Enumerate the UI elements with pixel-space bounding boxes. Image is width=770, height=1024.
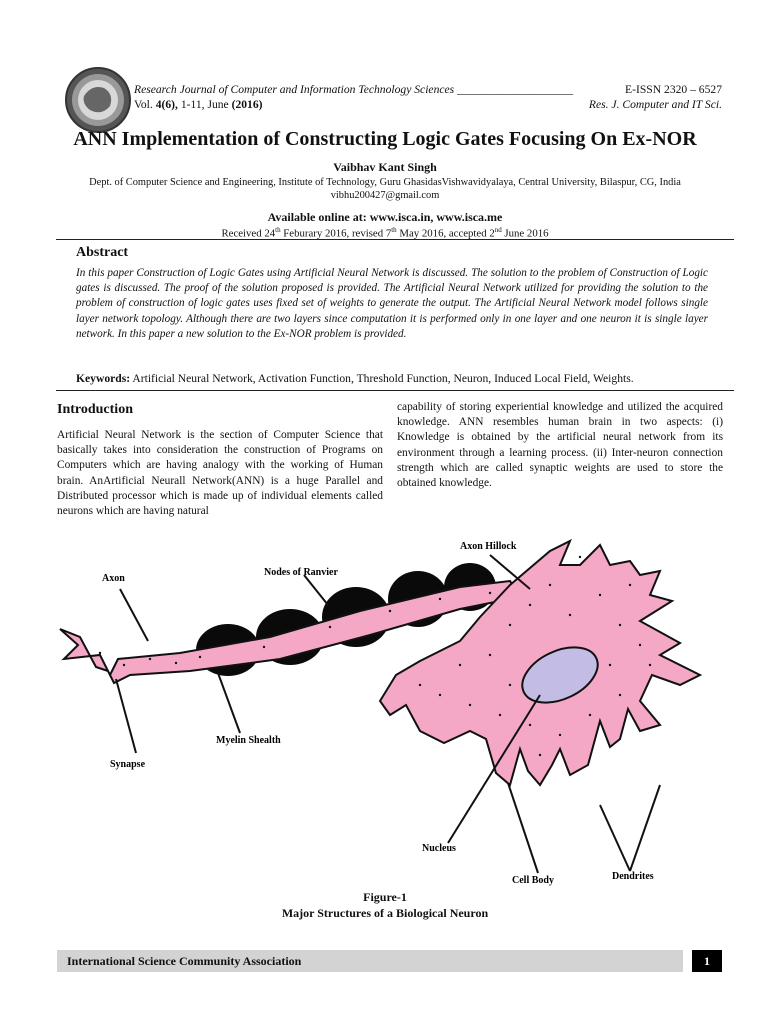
label-dendrites: Dendrites — [612, 871, 654, 882]
footer-bar — [57, 950, 683, 972]
label-axon: Axon — [102, 573, 125, 584]
footer-org: International Science Community Association — [67, 954, 302, 968]
volume-line: Vol. 4(6), 1-11, June (2016) — [134, 98, 263, 111]
keywords-text: Artificial Neural Network, Activation Function, Threshold Function, Neuron, Induced Local Field, Weights. — [130, 372, 634, 385]
label-cell-body: Cell Body — [512, 875, 554, 886]
journal-header-right — [589, 82, 722, 112]
journal-abbrev: Res. J. Computer and IT Sci. — [588, 98, 722, 111]
issn: E-ISSN 2320 – 6527 — [625, 83, 722, 96]
divider-bottom — [56, 390, 734, 391]
introduction-col2: capability of storing experiential knowledge and utilized the acquired knowledge. ANN resembles human brain in two aspects: (i) Knowledge is obtained by the artificial neural network from its environment through a learning process. (ii) Inter-neuron connection strength which are called synaptic weights are used to store the obtained knowledge. — [397, 401, 723, 490]
journal-name: Research Journal of Computer and Information Technology Sciences ____________________ — [134, 83, 574, 96]
label-synapse: Synapse — [110, 759, 146, 770]
page-number: 1 — [692, 950, 722, 972]
paper-title: ANN Implementation of Constructing Logic Gates Focusing On Ex-NOR — [73, 128, 697, 150]
label-myelin-sheath: Myelin Shealth — [216, 735, 281, 746]
label-nucleus: Nucleus — [422, 843, 456, 854]
affiliation-text: Dept. of Computer Science and Engineering, Institute of Technology, Guru GhasidasVishwavidyalaya, Central University, Bilaspur, CG, India — [89, 177, 681, 188]
available-online: Available online at: www.isca.in, www.isca.me — [267, 210, 503, 224]
divider-top — [56, 239, 734, 240]
introduction-heading: Introduction — [57, 402, 133, 417]
author-affiliation — [40, 176, 730, 202]
received-dates: Received 24th Feburary 2016, revised 7th May 2016, accepted 2nd June 2016 — [221, 226, 549, 240]
journal-header-left — [134, 82, 573, 112]
author-email[interactable]: vibhu200427@gmail.com — [330, 190, 440, 201]
abstract-heading: Abstract — [76, 245, 129, 260]
label-axon-hillock: Axon Hillock — [460, 541, 517, 552]
keywords-label: Keywords: — [76, 372, 131, 385]
label-nodes-of-ranvier: Nodes of Ranvier — [264, 567, 338, 578]
journal-logo — [64, 66, 132, 134]
figure-title: Major Structures of a Biological Neuron — [281, 906, 489, 920]
neuron-figure — [40, 525, 740, 890]
figure-number: Figure-1 — [363, 890, 407, 904]
neuron-drawing — [60, 541, 700, 873]
author-name: Vaibhav Kant Singh — [333, 160, 437, 174]
abstract-text: In this paper Construction of Logic Gates using Artificial Neural Network is discussed. The solution to the problem of Construction of Logic gates is discussed. The proof of the solution proposed is provided. The Artificial Neural Network utilized for providing the solution to the problem of construction of logic gates uses fixed set of weights to generate the output. The Artificial Neural Network model follows single layer network topology. Although there are two layers since computation it is performed only in one layer and one neuron it is single layer network. In this paper a new solution to the Ex-NOR problem is provided. — [76, 267, 708, 340]
keywords — [76, 372, 634, 385]
introduction-col1: Artificial Neural Network is the section of Computer Science that basically takes into consideration the construction of Programs on Computers which are having analogy with the working of Human brain. AnArtificial Neurall Network(ANN) is a huge Parallel and Distributed processor which is made up of individual elements called neurons which are having natural — [57, 429, 383, 518]
